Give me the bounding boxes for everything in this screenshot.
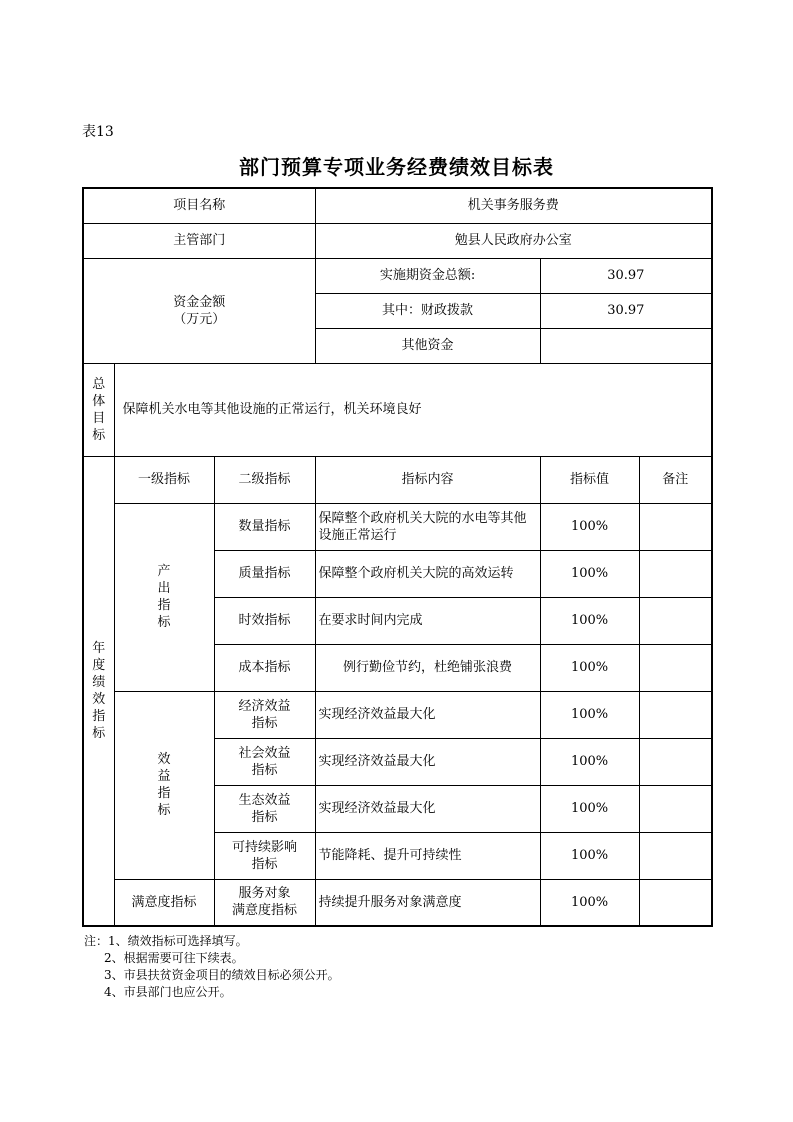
level2-cell: 质量指标 (214, 550, 315, 597)
output-char: 出 (157, 581, 171, 596)
project-name-label: 项目名称 (83, 188, 315, 223)
content-cell: 持续提升服务对象满意度 (315, 879, 540, 926)
output-char: 标 (157, 615, 171, 630)
level2-line1: 生态效益 (238, 792, 291, 808)
level2-line1: 服务对象 (238, 886, 291, 902)
annual-indicator-label (83, 456, 114, 926)
content-cell: 节能降耗、提升可持续性 (315, 832, 540, 879)
value-cell: 100% (540, 550, 639, 597)
indicator-row (83, 691, 712, 738)
overall-goal-row (83, 363, 712, 456)
footnote: 2、根据需要可往下续表。 (104, 951, 244, 965)
note-cell (639, 503, 712, 550)
indicator-row (83, 503, 712, 550)
header-note: 备注 (639, 456, 712, 503)
annual-indicator-char: 绩 (92, 674, 106, 690)
footnote: 注：1、绩效指标可选择填写。 (84, 934, 248, 948)
funds-other-label: 其他资金 (315, 328, 540, 363)
content-cell: 实现经济效益最大化 (315, 785, 540, 832)
annual-indicator-char: 指 (92, 708, 106, 724)
value-cell: 100% (540, 879, 639, 926)
value-cell: 100% (540, 832, 639, 879)
funds-total-row (83, 258, 712, 293)
content-cell: 例行勤俭节约，杜绝铺张浪费 (315, 644, 540, 691)
department-label: 主管部门 (83, 223, 315, 258)
output-indicator-label (114, 503, 214, 691)
level2-line2: 指标 (251, 856, 278, 872)
level2-line2: 指标 (251, 809, 278, 825)
output-char: 指 (157, 598, 171, 613)
page-title: 部门预算专项业务经费绩效目标表 (239, 155, 554, 179)
value-cell: 100% (540, 691, 639, 738)
level2-cell (214, 879, 315, 926)
level2-line2: 满意度指标 (232, 903, 298, 919)
funds-label (83, 258, 315, 363)
level2-line2: 指标 (251, 715, 278, 731)
content-cell: 在要求时间内完成 (315, 597, 540, 644)
overall-goal-char: 标 (92, 427, 106, 443)
benefit-indicator-label (114, 691, 214, 879)
indicator-row (83, 879, 712, 926)
level2-cell: 时效指标 (214, 597, 315, 644)
project-name-value: 机关事务服务费 (315, 188, 712, 223)
level2-cell (214, 691, 315, 738)
level2-cell (214, 832, 315, 879)
benefit-char: 指 (157, 786, 171, 801)
level2-cell: 成本指标 (214, 644, 315, 691)
note-cell (639, 832, 712, 879)
header-level1: 一级指标 (114, 456, 214, 503)
note-cell (639, 785, 712, 832)
annual-indicator-char: 年 (92, 640, 106, 656)
content-cell: 实现经济效益最大化 (315, 738, 540, 785)
funds-total-label: 实施期资金总额: (315, 258, 540, 293)
overall-goal-text: 保障机关水电等其他设施的正常运行，机关环境良好 (114, 363, 712, 456)
output-char: 产 (157, 564, 171, 579)
annual-indicator-char: 度 (92, 657, 106, 673)
overall-goal-char: 体 (92, 393, 106, 409)
value-cell: 100% (540, 738, 639, 785)
value-cell: 100% (540, 597, 639, 644)
note-cell (639, 644, 712, 691)
value-cell: 100% (540, 785, 639, 832)
value-cell: 100% (540, 503, 639, 550)
level2-cell (214, 785, 315, 832)
satisfaction-indicator-label: 满意度指标 (114, 879, 214, 926)
annual-indicator-char: 效 (92, 691, 106, 707)
funds-fiscal-label: 其中：财政拨款 (315, 293, 540, 328)
overall-goal-char: 总 (92, 376, 106, 392)
content-cell: 保障整个政府机关大院的高效运转 (315, 550, 540, 597)
note-cell (639, 738, 712, 785)
funds-fiscal-value: 30.97 (540, 293, 712, 328)
performance-target-table (82, 187, 713, 927)
overall-goal-char: 目 (92, 410, 106, 426)
benefit-char: 效 (157, 752, 171, 767)
indicator-header-row (83, 456, 712, 503)
benefit-char: 益 (157, 769, 171, 784)
department-value: 勉县人民政府办公室 (315, 223, 712, 258)
overall-goal-label (83, 363, 114, 456)
funds-total-value: 30.97 (540, 258, 712, 293)
note-cell (639, 691, 712, 738)
content-cell: 实现经济效益最大化 (315, 691, 540, 738)
funds-other-value (540, 328, 712, 363)
footnote: 4、市县部门也应公开。 (104, 985, 232, 999)
note-cell (639, 597, 712, 644)
header-level2: 二级指标 (214, 456, 315, 503)
note-cell (639, 879, 712, 926)
benefit-char: 标 (157, 803, 171, 818)
project-name-row (83, 188, 712, 223)
funds-label-line1: 资金金额 (173, 294, 226, 310)
department-row (83, 223, 712, 258)
header-content: 指标内容 (315, 456, 540, 503)
note-cell (639, 550, 712, 597)
funds-label-line2: （万元） (173, 311, 226, 327)
footnote: 3、市县扶贫资金项目的绩效目标必须公开。 (104, 968, 340, 982)
value-cell: 100% (540, 644, 639, 691)
level2-line1: 可持续影响 (232, 839, 298, 855)
annual-indicator-char: 标 (92, 725, 106, 741)
level2-line2: 指标 (251, 762, 278, 778)
level2-cell: 数量指标 (214, 503, 315, 550)
level2-line1: 社会效益 (238, 745, 291, 761)
table-number: 表13 (82, 124, 114, 140)
footnotes (84, 933, 340, 1001)
content-cell: 保障整个政府机关大院的水电等其他设施正常运行 (315, 503, 540, 550)
level2-line1: 经济效益 (238, 698, 291, 714)
level2-cell (214, 738, 315, 785)
header-value: 指标值 (540, 456, 639, 503)
